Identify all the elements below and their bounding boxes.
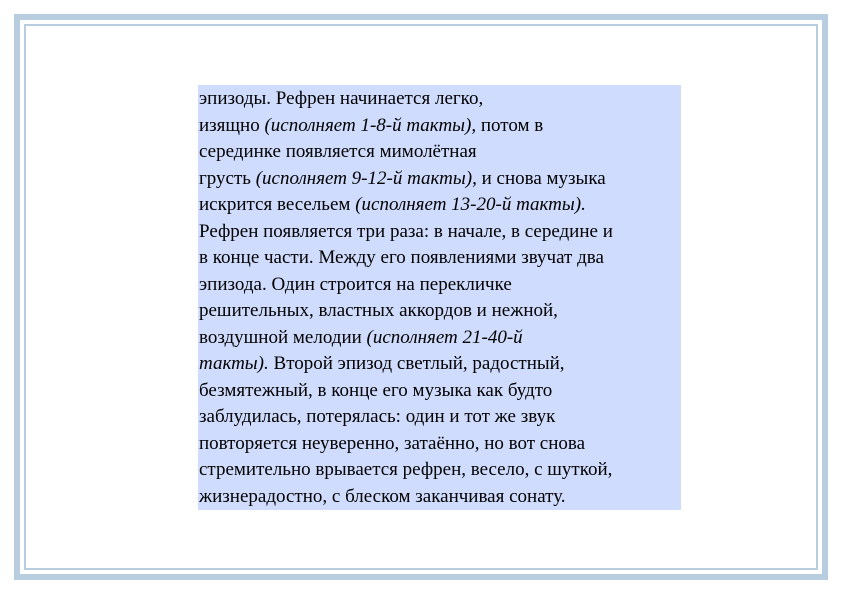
text-line bbox=[199, 113, 681, 140]
text-line bbox=[199, 219, 681, 246]
text-block bbox=[198, 85, 681, 510]
text-line bbox=[199, 484, 681, 511]
text-segment: эпизода. Один строится на перекличке bbox=[199, 273, 512, 295]
italic-text-segment: (исполняет 13-20-й такты). bbox=[355, 194, 586, 215]
text-line bbox=[199, 86, 681, 113]
text-line bbox=[199, 245, 681, 272]
text-segment: изящно bbox=[199, 114, 265, 136]
text-line bbox=[199, 166, 681, 193]
text-segment: в конце части. Между его появлениями звучат два bbox=[199, 247, 604, 268]
text-segment: заблудилась, потерялась: один и тот же звук bbox=[199, 406, 556, 427]
italic-text-segment: (исполняет 1-8-й такты), bbox=[264, 114, 477, 136]
text-segment: Рефрен появляется три раза: в начале, в середине и bbox=[199, 220, 613, 242]
text-segment: воздушной мелодии bbox=[199, 326, 367, 348]
text-line bbox=[199, 298, 681, 325]
text-segment: жизнерадостно, с блеском заканчивая сонату. bbox=[199, 485, 566, 507]
text-segment: серединке появляется мимолётная bbox=[199, 141, 477, 162]
text-segment: искрится весельем bbox=[199, 194, 356, 215]
text-line bbox=[199, 325, 681, 352]
text-line bbox=[199, 192, 681, 219]
text-segment: решительных, властных аккордов и нежной, bbox=[199, 300, 558, 321]
text-line bbox=[199, 457, 681, 484]
text-segment: повторяется неуверенно, затаённо, но вот снова bbox=[199, 432, 586, 454]
text-line bbox=[199, 404, 681, 431]
text-segment: и снова музыка bbox=[476, 167, 606, 189]
text-line bbox=[199, 431, 681, 458]
text-segment: грусть bbox=[199, 167, 256, 189]
text-line bbox=[199, 351, 681, 378]
text-segment: Второй эпизод светлый, радостный, bbox=[268, 353, 565, 374]
text-line bbox=[199, 272, 681, 299]
text-segment: потом в bbox=[476, 114, 544, 136]
italic-text-segment: (исполняет 9-12-й такты), bbox=[255, 167, 477, 189]
text-line bbox=[199, 139, 681, 166]
italic-text-segment: такты). bbox=[199, 353, 269, 374]
text-segment: эпизоды. Рефрен начинается легко, bbox=[199, 88, 484, 109]
text-segment: стремительно врывается рефрен, весело, с шуткой, bbox=[199, 459, 613, 480]
italic-text-segment: (исполняет 21-40-й bbox=[366, 326, 523, 348]
text-segment: безмятежный, в конце его музыка как будто bbox=[199, 379, 553, 401]
text-line bbox=[199, 378, 681, 405]
